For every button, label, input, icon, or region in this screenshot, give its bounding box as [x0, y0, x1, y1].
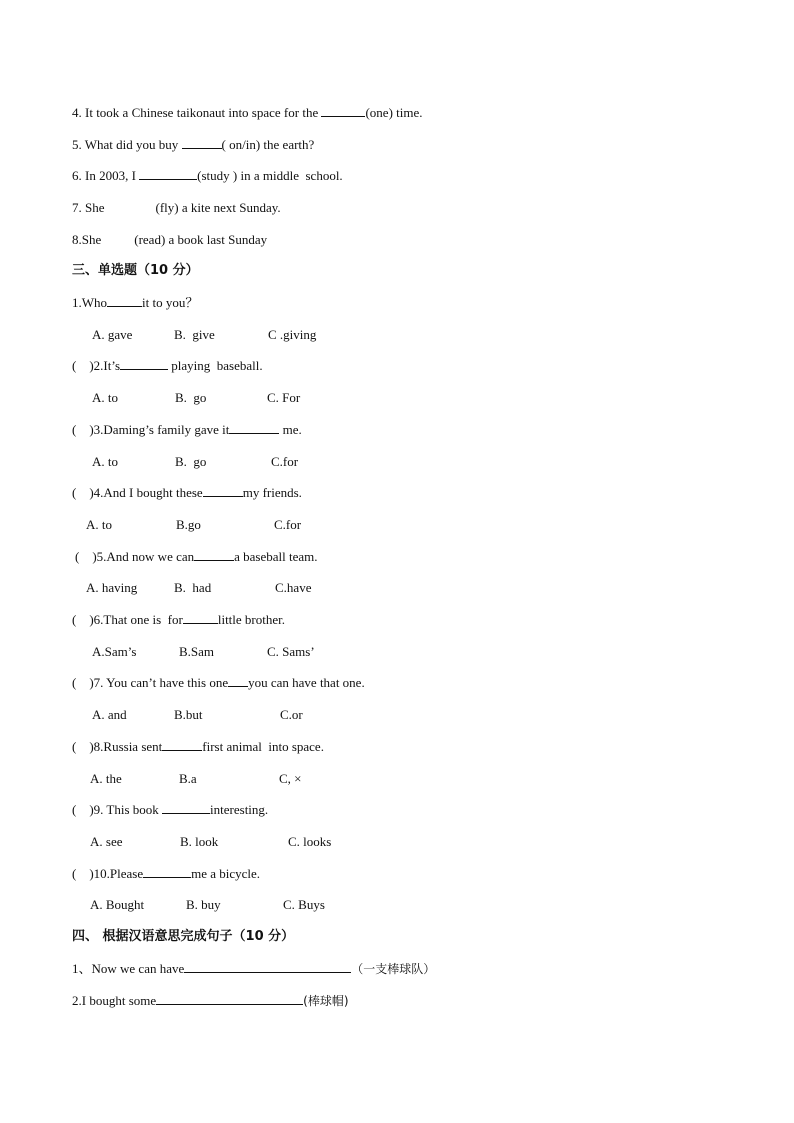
- answer-blank[interactable]: [139, 167, 197, 180]
- option-c[interactable]: C. looks: [288, 834, 332, 849]
- option-a[interactable]: A. Bought: [90, 897, 145, 912]
- question-3: [72, 421, 302, 439]
- question-stem: ( )3.Daming’s family gave it: [72, 422, 230, 437]
- fill-item-7-suffix: (fly) a kite next Sunday.: [155, 200, 281, 215]
- section-3-title: 三、单选题（10 分）: [72, 263, 199, 278]
- option-c[interactable]: C, ×: [279, 771, 302, 786]
- option-c[interactable]: C.or: [280, 707, 303, 722]
- fill-item-8-text: 8.She: [72, 232, 102, 247]
- option-a[interactable]: A. having: [86, 580, 138, 595]
- question-4: [72, 484, 302, 502]
- option-a[interactable]: A. to: [92, 454, 118, 469]
- option-a[interactable]: A. see: [90, 834, 123, 849]
- question-stem-suffix: it to you？: [142, 295, 199, 310]
- option-a[interactable]: A. to: [92, 390, 118, 405]
- option-b[interactable]: B. go: [175, 390, 207, 405]
- question-stem-suffix: first animal into space.: [202, 739, 324, 754]
- answer-blank[interactable]: [229, 421, 279, 434]
- fill-item-4-text: 4. It took a Chinese taikonaut into space for the: [72, 105, 322, 120]
- question-stem: ( )4.And I bought these: [72, 485, 203, 500]
- fill-item-4: [72, 104, 423, 122]
- question-stem: 1.Who: [72, 295, 108, 310]
- question-10: [72, 865, 260, 883]
- question-1: [72, 294, 198, 312]
- option-a[interactable]: A.Sam’s: [92, 644, 137, 659]
- option-a[interactable]: A. the: [90, 771, 122, 786]
- answer-blank[interactable]: [228, 674, 248, 687]
- question-2: [72, 357, 263, 375]
- question-6: [72, 611, 285, 629]
- option-b[interactable]: B.Sam: [179, 644, 215, 659]
- option-b[interactable]: B.go: [176, 517, 201, 532]
- question-stem-suffix: interesting.: [210, 802, 269, 817]
- option-b[interactable]: B.a: [179, 771, 197, 786]
- question-stem-suffix: playing baseball.: [168, 358, 263, 373]
- answer-blank[interactable]: [156, 992, 303, 1005]
- chinese-hint: (棒球帽): [303, 994, 349, 1008]
- question-stem-suffix: a baseball team.: [234, 549, 318, 564]
- question-stem-suffix: you can have that one.: [248, 675, 365, 690]
- fill-item-5-suffix: ( on/in) the earth?: [221, 137, 315, 152]
- translation-item-1: [72, 960, 435, 978]
- question-stem-suffix: little brother.: [217, 612, 285, 627]
- question-stem: ( )2.It’s: [72, 358, 121, 373]
- option-c[interactable]: C.for: [271, 454, 299, 469]
- option-a[interactable]: A. and: [92, 707, 127, 722]
- fill-item-5-text: 5. What did you buy: [72, 137, 182, 152]
- option-c[interactable]: C .giving: [268, 327, 317, 342]
- answer-blank[interactable]: [194, 548, 234, 561]
- fill-item-6-suffix: (study ) in a middle school.: [197, 168, 343, 183]
- translation-stem: 1、Now we can have: [72, 961, 185, 976]
- question-stem: ( )10.Please: [72, 866, 144, 881]
- option-b[interactable]: B. buy: [186, 897, 221, 912]
- option-c[interactable]: C. For: [267, 390, 301, 405]
- option-a[interactable]: A. gave: [92, 327, 133, 342]
- answer-blank[interactable]: [182, 136, 222, 149]
- question-5: [75, 548, 318, 566]
- answer-blank[interactable]: [183, 611, 218, 624]
- answer-blank[interactable]: [184, 960, 351, 973]
- fill-item-8: [72, 231, 267, 249]
- question-stem: ( )6.That one is for: [72, 612, 183, 627]
- question-stem-suffix: me.: [279, 422, 302, 437]
- question-7: [72, 674, 365, 692]
- option-b[interactable]: B. look: [180, 834, 219, 849]
- option-b[interactable]: B. give: [174, 327, 215, 342]
- question-stem: ( )9. This book: [72, 802, 163, 817]
- chinese-hint: （一支棒球队）: [351, 962, 436, 976]
- section-4-title: 四、 根据汉语意思完成句子（10 分）: [72, 929, 295, 944]
- translation-stem: 2.I bought some: [72, 993, 157, 1008]
- question-stem: ( )8.Russia sent: [72, 739, 163, 754]
- question-stem: ( )7. You can’t have this one: [72, 675, 229, 690]
- fill-item-6-text: 6. In 2003, I: [72, 168, 140, 183]
- fill-item-8-suffix: (read) a book last Sunday: [134, 232, 268, 247]
- question-8: [72, 738, 324, 756]
- answer-blank[interactable]: [143, 865, 191, 878]
- translation-item-2: [72, 992, 349, 1010]
- fill-item-7: [72, 199, 281, 217]
- question-9: [72, 801, 268, 819]
- answer-blank[interactable]: [162, 801, 210, 814]
- answer-blank[interactable]: [120, 357, 168, 370]
- question-stem-suffix: my friends.: [242, 485, 302, 500]
- option-a[interactable]: A. to: [86, 517, 112, 532]
- fill-item-5: [72, 136, 314, 154]
- answer-blank[interactable]: [321, 104, 365, 117]
- fill-item-6: [72, 167, 343, 185]
- answer-blank[interactable]: [107, 294, 142, 307]
- option-b[interactable]: B.but: [174, 707, 203, 722]
- option-b[interactable]: B. go: [175, 454, 207, 469]
- option-c[interactable]: C.have: [275, 580, 312, 595]
- answer-blank[interactable]: [162, 738, 202, 751]
- question-stem: ( )5.And now we can: [75, 549, 195, 564]
- fill-item-4-suffix: (one) time.: [365, 105, 423, 120]
- fill-item-7-text: 7. She: [72, 200, 105, 215]
- option-c[interactable]: C. Sams’: [267, 644, 315, 659]
- option-b[interactable]: B. had: [174, 580, 212, 595]
- answer-blank[interactable]: [203, 484, 243, 497]
- question-stem-suffix: me a bicycle.: [191, 866, 261, 881]
- option-c[interactable]: C. Buys: [283, 897, 325, 912]
- option-c[interactable]: C.for: [274, 517, 302, 532]
